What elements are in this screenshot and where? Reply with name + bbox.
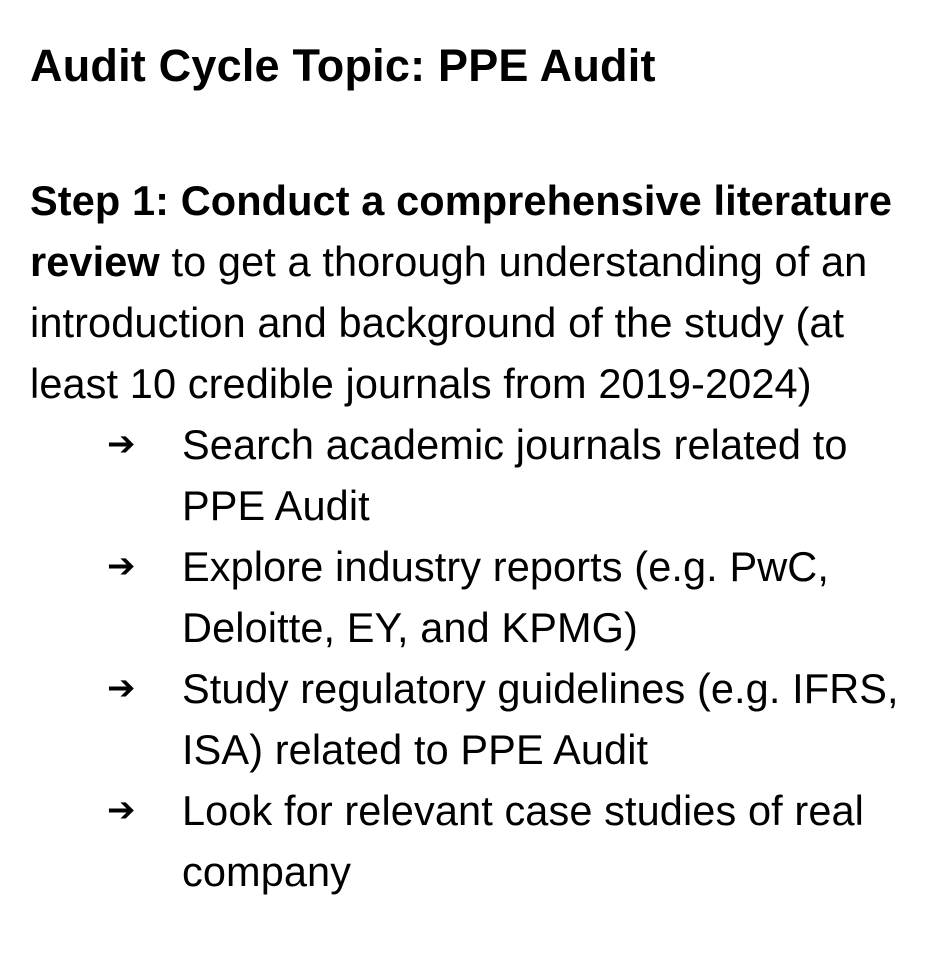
step-1-paragraph <box>30 170 930 414</box>
list-item <box>30 536 930 658</box>
list-item <box>30 658 930 780</box>
step-1-description: to get a thorough understanding of an introduction and background of the study (at least 10 credible journals from 2019-2024) <box>30 238 868 407</box>
arrow-right-icon: ➔ <box>107 668 136 708</box>
list-item <box>30 780 930 902</box>
step-1-heading: Step 1: Conduct a comprehensive literature review <box>30 177 893 285</box>
list-item-text: Explore industry reports (e.g. PwC, Deloitte, EY, and KPMG) <box>182 543 829 651</box>
list-item <box>30 414 930 536</box>
page-title: Audit Cycle Topic: PPE Audit <box>30 40 656 91</box>
arrow-right-icon: ➔ <box>107 424 136 464</box>
arrow-right-icon: ➔ <box>107 790 136 830</box>
list-item-text: Search academic journals related to PPE Audit <box>182 421 848 529</box>
bullet-list <box>30 414 930 902</box>
list-item-text: Look for relevant case studies of real company <box>182 787 865 895</box>
document <box>30 38 930 902</box>
list-item-text: Study regulatory guidelines (e.g. IFRS, ISA) related to PPE Audit <box>182 665 899 773</box>
arrow-right-icon: ➔ <box>107 546 136 586</box>
